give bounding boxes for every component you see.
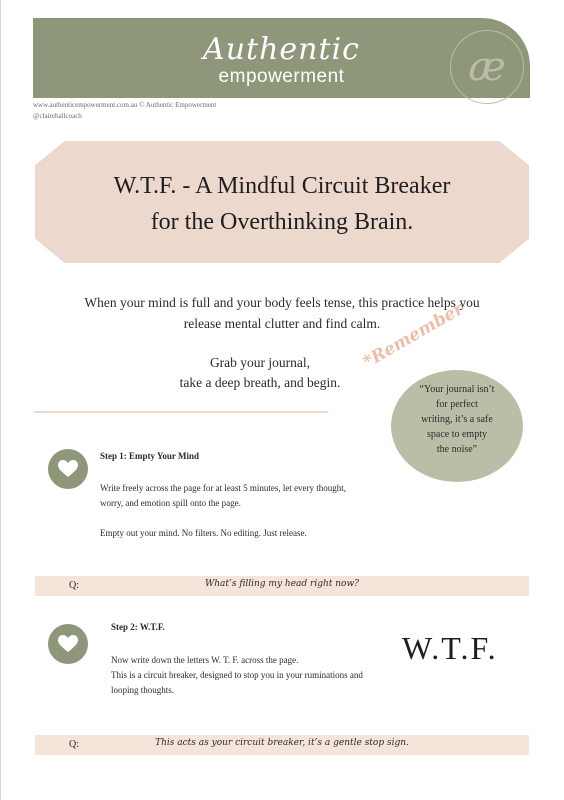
remember-quote bbox=[395, 382, 519, 457]
remember-line-2: for perfect bbox=[436, 399, 478, 410]
monogram-logo: æ bbox=[450, 30, 524, 104]
remember-line-4: space to empty bbox=[427, 429, 487, 440]
step2-description bbox=[111, 653, 363, 698]
journal-line-2: take a deep breath, and begin. bbox=[179, 375, 341, 390]
heart-icon bbox=[58, 460, 78, 478]
step2-line-2: This is a circuit breaker, designed to stop you in your ruminations and bbox=[111, 670, 363, 680]
wtf-large-text: W.T.F. bbox=[402, 630, 498, 666]
header-banner bbox=[33, 18, 530, 98]
step1-title: Step 1: Empty Your Mind bbox=[100, 451, 200, 461]
step1-line-2: worry, and emotion spill onto the page. bbox=[100, 498, 241, 508]
question-bar-2 bbox=[35, 735, 529, 755]
step1-release-text: Empty out your mind. No filters. No editing. Just release. bbox=[100, 528, 307, 538]
remember-label: *Remember bbox=[360, 298, 468, 373]
heart-icon bbox=[58, 635, 78, 653]
page-title bbox=[35, 168, 529, 240]
q1-prompt: What’s filling my head right now? bbox=[205, 579, 359, 589]
question-bar-1 bbox=[35, 576, 529, 596]
q1-label: Q: bbox=[69, 580, 79, 591]
step1-line-1: Write freely across the page for at least 5 minutes, let every thought, bbox=[100, 483, 347, 493]
step2-line-3: looping thoughts. bbox=[111, 685, 175, 695]
intro-line-1: When your mind is full and your body feels tense, this practice helps you bbox=[84, 295, 480, 310]
remember-line-3: writing, it’s a safe bbox=[421, 414, 493, 425]
step2-heart-badge bbox=[48, 624, 88, 664]
step2-title: Step 2: W.T.F. bbox=[111, 622, 165, 632]
step2-line-1: Now write down the letters W. T. F. across the page. bbox=[111, 655, 299, 665]
step1-heart-badge bbox=[48, 449, 88, 489]
remember-line-5: the noise” bbox=[436, 444, 478, 455]
journal-line-1: Grab your journal, bbox=[209, 355, 311, 370]
intro-line-2: release mental clutter and find calm. bbox=[183, 316, 381, 331]
title-line-1: W.T.F. - A Mindful Circuit Breaker bbox=[113, 173, 451, 199]
website-credit: www.authenticempowerment.com.au © Authentic Empowerment bbox=[33, 101, 217, 109]
step1-description bbox=[100, 481, 346, 511]
logo-empowerment: empowerment bbox=[218, 66, 345, 87]
social-handle: @clairehallcoach bbox=[33, 112, 82, 120]
remember-line-1: “Your journal isn’t bbox=[419, 384, 495, 395]
title-line-2: for the Overthinking Brain. bbox=[150, 209, 414, 235]
logo-authentic: Authentic bbox=[203, 32, 360, 67]
section-divider bbox=[34, 411, 328, 413]
journal-prompt bbox=[120, 353, 400, 393]
q2-label: Q: bbox=[69, 739, 79, 750]
q2-prompt: This acts as your circuit breaker, it’s a gentle stop sign. bbox=[155, 738, 409, 748]
